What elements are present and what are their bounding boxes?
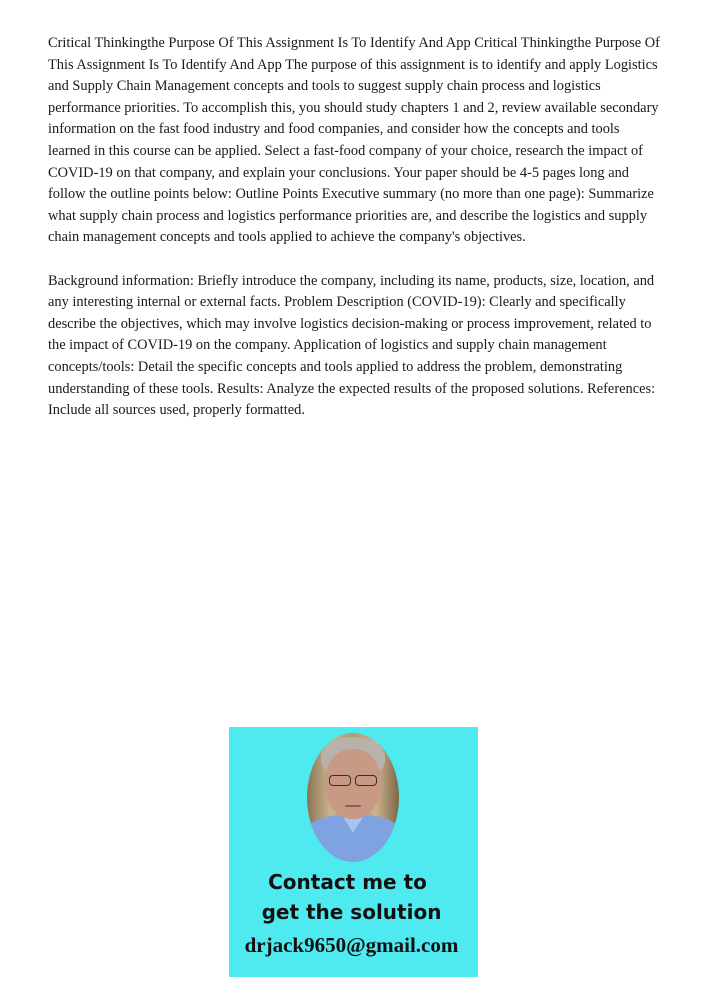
portrait-collar bbox=[343, 817, 363, 833]
contact-promo-banner[interactable] bbox=[229, 727, 478, 977]
document-body bbox=[48, 33, 660, 443]
paragraph-assignment-overview: Critical Thinkingthe Purpose Of This Assignment Is To Identify And App Critical Thinkingthe Purpose Of This Assignment Is To Identify And App The purpose of this assignment is to identify and apply Logistics and Supply Chain Management concepts and tools to suggest supply chain process and logistics performance priorities. To accomplish this, you should study chapters 1 and 2, review available secondary information on the fast food industry and food companies, and consider how the concepts and tools learned in this course can be applied. Select a fast-food company of your choice, research the impact of COVID-19 on that company, and explain your conclusions. Your paper should be 4-5 pages long and follow the outline points below: Outline Points Executive summary (no more than one page): Summarize what supply chain process and logistics performance priorities are, and describe the logistics and supply chain management concepts and tools applied to achieve the company's objectives. bbox=[48, 35, 660, 246]
person-portrait-icon bbox=[307, 733, 399, 862]
paragraph-outline-details: Background information: Briefly introduce the company, including its name, products, size, location, and any interesting internal or external facts. Problem Description (COVID-19): Clearly and specifically describe the objectives, which may involve logistics decision-making or process improvement, related to the impact of COVID-19 on the company. Application of logistics and supply chain management concepts/tools: Detail the specific concepts and tools applied to address the problem, demonstrating understanding of these tools. Results: Analyze the expected results of the proposed solutions. References: Include all sources used, properly formatted. bbox=[48, 272, 656, 419]
promo-email[interactable]: drjack9650@gmail.com bbox=[244, 933, 459, 957]
portrait-mouth bbox=[345, 805, 361, 807]
glasses-icon bbox=[327, 775, 379, 787]
promo-headline-line1: Contact me to bbox=[268, 870, 427, 894]
promo-headline-line2: get the solution bbox=[261, 900, 442, 924]
